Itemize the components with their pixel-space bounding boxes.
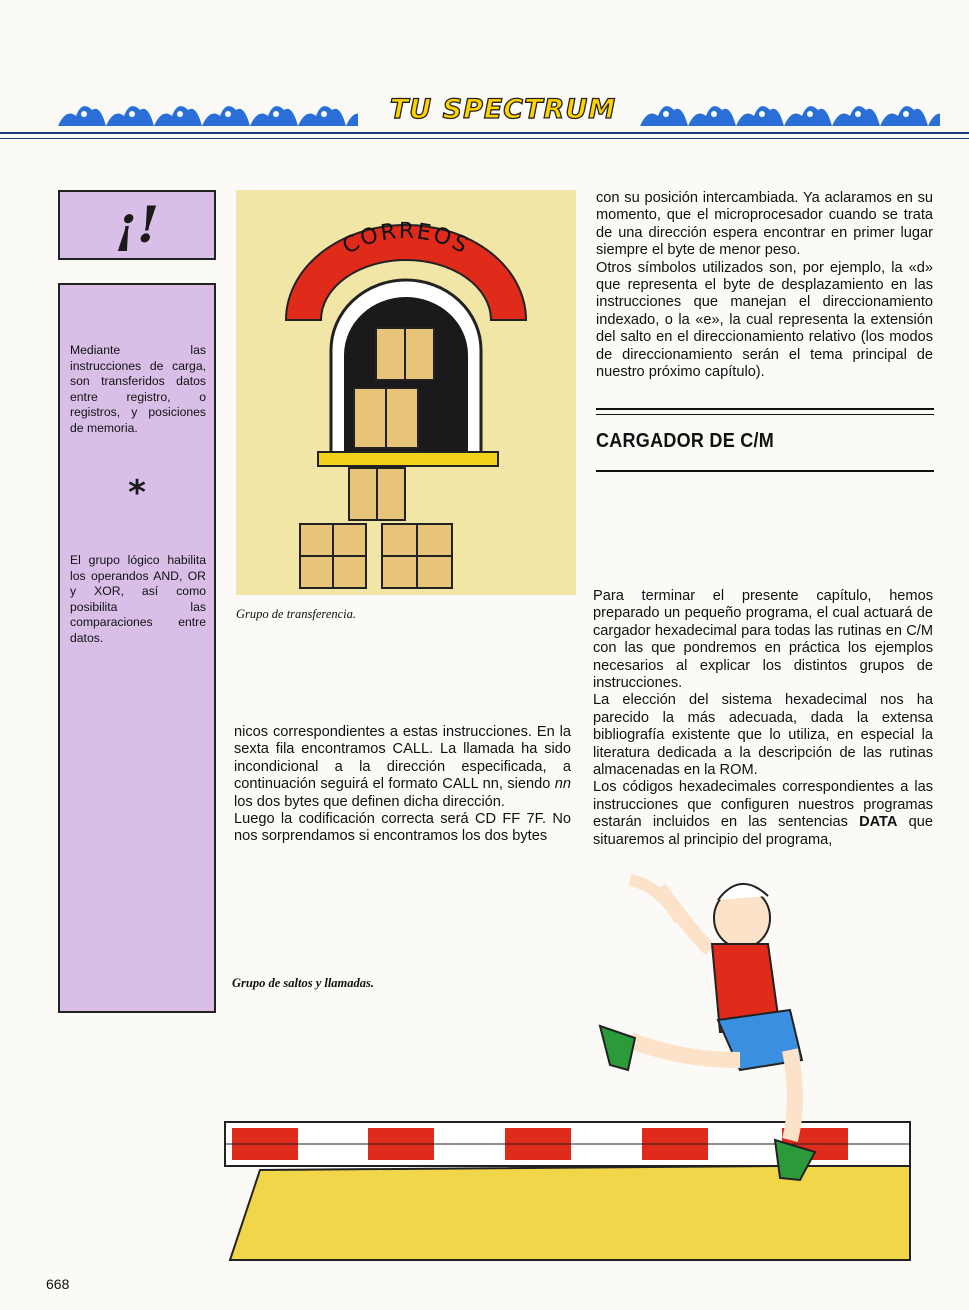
header-rule-thin [0, 138, 969, 139]
middle-paragraph-2: Luego la codificación correcta será CD FF 7F. No nos sorprendamos si encontramos los dos bytes [234, 811, 571, 845]
middle-paragraph-1: nicos correspondientes a estas instrucciones. En la sexta fila encontramos CALL. La llamada ha sido incondicional a la dirección especificada, a continuación seguirá el formato CALL nn, siendo [234, 724, 571, 793]
right-paragraph-5-bold: DATA [859, 814, 898, 831]
right-paragraph-4: La elección del sistema hexadecimal nos ha parecido la más adecuada, dada la extensa bibliografía existente que lo utiliza, en especial la literatura dedicada a la descripción de las rutinas almacenadas en la ROM. [593, 692, 933, 779]
section-rule-top [596, 408, 934, 410]
right-paragraph-2: Otros símbolos utilizados son, por ejemplo, la «d» que representa el byte de desplazamiento en las instrucciones que manejan el direccionamiento indexado, o la «e», la cual representa la extensión del salto en el direccionamiento relativo (los modos de direccionamiento serán el tema principal de nuestro próximo capítulo). [596, 259, 933, 381]
sidebar-note-2: El grupo lógico habilita los operandos AND, OR y XOR, así como posibilita las comparaciones entre datos. [70, 553, 206, 645]
figure-transfer-group [236, 190, 576, 595]
section-title: CARGADOR DE C/M [596, 430, 775, 452]
right-wave-ornament [640, 96, 940, 132]
right-paragraph-3: Para terminar el presente capítulo, hemos preparado un pequeño programa, el cual actuará de cargador hexadecimal para todas las rutinas en C/M con las que pondremos en práctica los ejemplos necesarios al explicar los distintos grupos de instrucciones. [593, 588, 933, 692]
page-header [0, 88, 969, 148]
correos-sign: CORREOS [338, 218, 474, 260]
right-column-bottom [593, 588, 933, 849]
right-paragraph-5: Los códigos hexadecimales correspondientes a las instrucciones que configuren nuestros programas estarán incluidos en las sentencias [593, 779, 933, 831]
middle-column [234, 724, 571, 846]
sidebar-note-1: Mediante las instrucciones de carga, son transferidos datos entre registro, o registros, y posiciones de memoria. [70, 343, 206, 435]
middle-paragraph-1-end: los dos bytes que definen dicha dirección. [234, 793, 505, 810]
header-rule [0, 132, 969, 134]
right-paragraph-5-end: que situaremos al principio del programa, [593, 814, 933, 848]
right-paragraph-1: con su posición intercambiada. Ya aclaramos en su momento, que el microprocesador cuando se trata de una dirección espera encontrar en primer lugar siempre el byte de menor peso. [596, 190, 933, 259]
asterisk-separator: * [128, 473, 146, 513]
magazine-logo: TU SPECTRUM [389, 94, 617, 125]
figure-2-caption: Grupo de saltos y llamadas. [232, 976, 375, 990]
right-column-top [596, 190, 933, 381]
exclamation-box: ¡! [58, 190, 216, 260]
left-wave-ornament [58, 96, 358, 132]
figure-1-caption: Grupo de transferencia. [236, 607, 357, 621]
post-office-illustration [236, 190, 576, 595]
long-jump-illustration [190, 860, 969, 1270]
section-rule-bottom [596, 470, 934, 472]
page-number: 668 [46, 1276, 70, 1292]
section-rule-top-thin [596, 414, 934, 415]
middle-paragraph-1-emphasis: nn [554, 776, 572, 793]
